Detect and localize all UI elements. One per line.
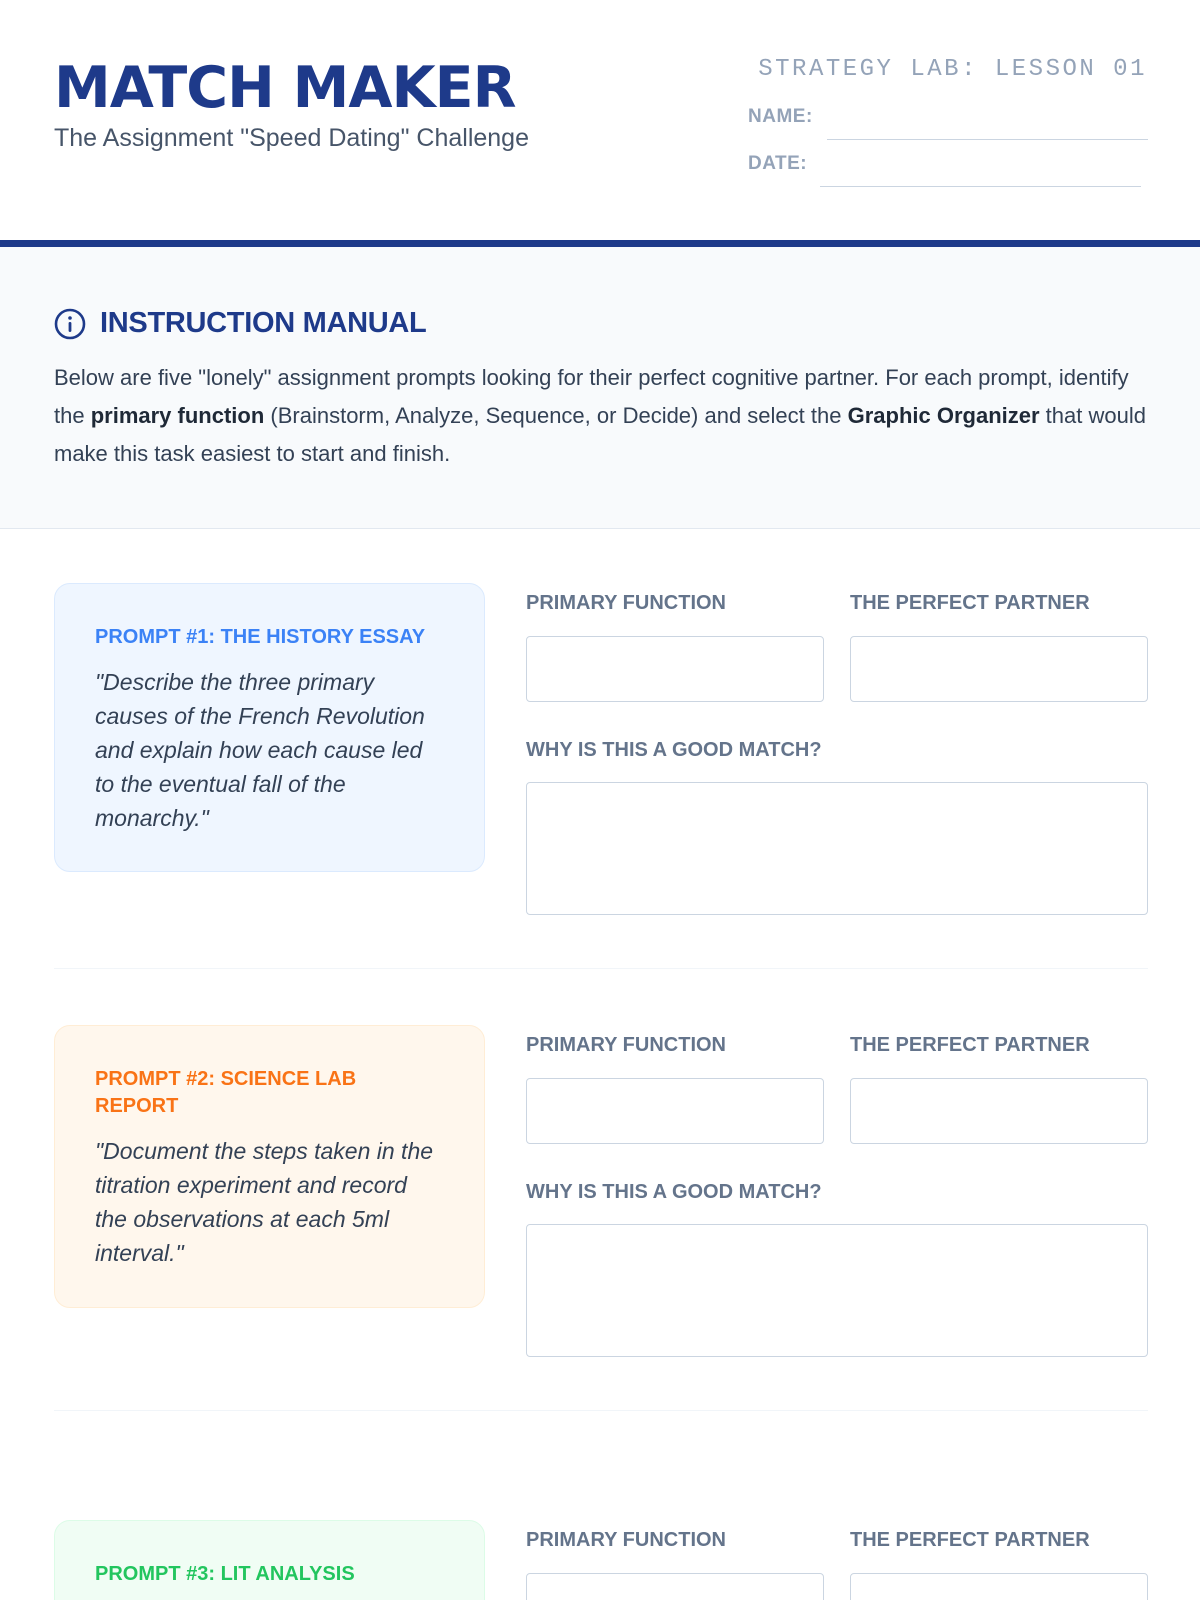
- why-match-label: WHY IS THIS A GOOD MATCH?: [526, 739, 822, 761]
- primary-function-box[interactable]: [526, 1078, 824, 1144]
- date-label: DATE:: [748, 153, 808, 174]
- name-line[interactable]: [827, 139, 1148, 140]
- why-match-box[interactable]: [526, 782, 1148, 915]
- instruction-bold-2: Graphic Organizer: [847, 403, 1040, 428]
- why-match-label: WHY IS THIS A GOOD MATCH?: [526, 1181, 822, 1203]
- worksheet-header: [0, 0, 1200, 240]
- perfect-partner-box[interactable]: [850, 1573, 1148, 1600]
- perfect-partner-box[interactable]: [850, 636, 1148, 702]
- prompt-card-label: PROMPT #3: LIT ANALYSIS: [95, 1563, 355, 1585]
- primary-function-label: PRIMARY FUNCTION: [526, 1034, 726, 1056]
- date-line[interactable]: [820, 186, 1141, 187]
- prompt-card-label: PROMPT #1: THE HISTORY ESSAY: [95, 626, 426, 648]
- prompt-row-2: [54, 1025, 1148, 1365]
- page-title: MATCH MAKER: [54, 55, 516, 121]
- row-divider: [54, 968, 1148, 969]
- instruction-text: [54, 359, 1154, 473]
- perfect-partner-box[interactable]: [850, 1078, 1148, 1144]
- lesson-tag: STRATEGY LAB: LESSON 01: [758, 56, 1147, 83]
- primary-function-box[interactable]: [526, 636, 824, 702]
- why-match-box[interactable]: [526, 1224, 1148, 1357]
- info-icon: [54, 308, 86, 340]
- prompt-card-2: [54, 1025, 485, 1308]
- prompt-card-1: [54, 583, 485, 872]
- instruction-title: INSTRUCTION MANUAL: [100, 307, 427, 339]
- primary-function-label: PRIMARY FUNCTION: [526, 592, 726, 614]
- row-divider: [54, 1410, 1148, 1411]
- instruction-bold-1: primary function: [90, 403, 265, 428]
- perfect-partner-label: THE PERFECT PARTNER: [850, 1034, 1090, 1056]
- primary-function-label: PRIMARY FUNCTION: [526, 1529, 726, 1551]
- perfect-partner-label: THE PERFECT PARTNER: [850, 592, 1090, 614]
- prompt-card-quote: "Document the steps taken in the titration experiment and record the observations at each 5ml interval.": [95, 1138, 434, 1266]
- instruction-text-1: Below are five "lonely" assignment prompts looking for their perfect cognitive partner. For each prompt, identify the: [54, 365, 1129, 428]
- prompt-row-1: [54, 583, 1148, 923]
- perfect-partner-label: THE PERFECT PARTNER: [850, 1529, 1090, 1551]
- name-field-row: [748, 100, 1148, 140]
- page-subtitle: The Assignment "Speed Dating" Challenge: [54, 124, 529, 152]
- prompt-card-label: PROMPT #2: SCIENCE LAB REPORT: [95, 1068, 357, 1117]
- name-label: NAME:: [748, 106, 813, 127]
- instruction-text-2: (Brainstorm, Analyze, Sequence, or Decide) and select the: [264, 403, 848, 428]
- primary-function-box[interactable]: [526, 1573, 824, 1600]
- prompt-row-3: [54, 1520, 1148, 1600]
- prompt-card-quote: "Describe the three primary causes of the French Revolution and explain how each cause led to the eventual fall of the monarchy.": [95, 669, 425, 831]
- instruction-text-3: that would make this task easiest to start and finish.: [54, 403, 1146, 466]
- date-field-row: [748, 147, 1148, 187]
- instruction-panel: [0, 247, 1200, 529]
- prompt-card-3: [54, 1520, 485, 1600]
- header-divider: [0, 240, 1200, 247]
